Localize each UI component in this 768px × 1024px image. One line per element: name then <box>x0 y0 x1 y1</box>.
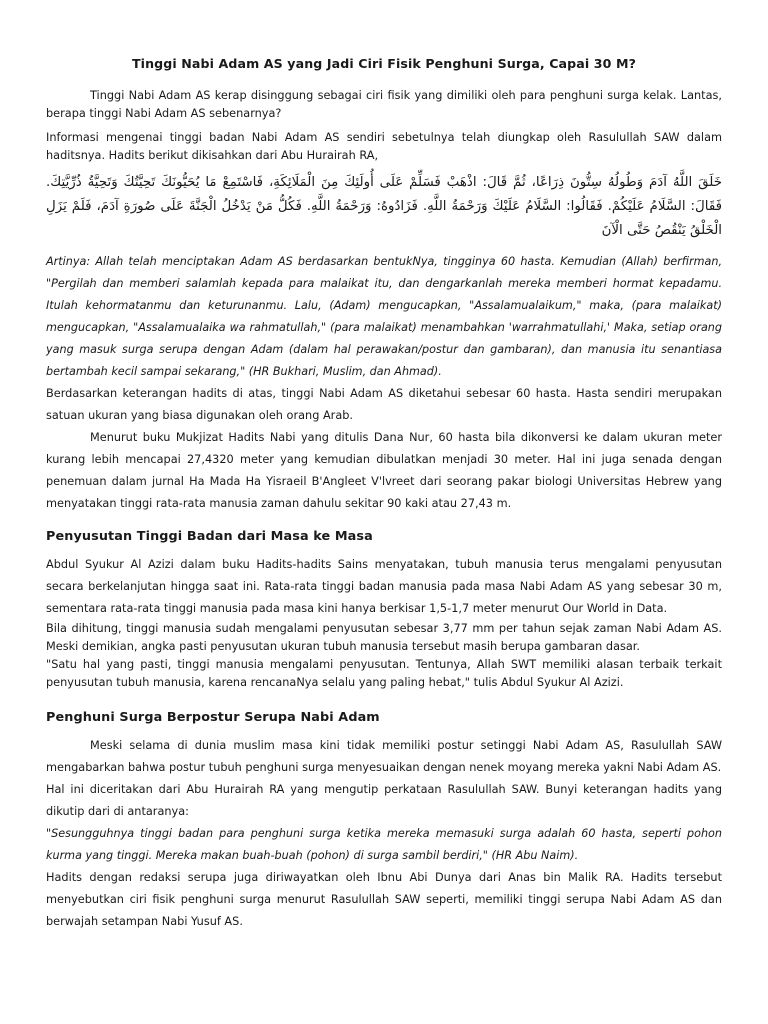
hasta-paragraph: Berdasarkan keterangan hadits di atas, tinggi Nabi Adam AS diketahui sebesar 60 hasta. Hasta sendiri merupakan satuan ukuran yang biasa digunakan oleh orang Arab. <box>46 387 722 422</box>
hadith-quote: "Sesungguhnya tinggi badan para penghuni surga ketika mereka memasuki surga adalah 60 hasta, seperti pohon kurma yang tinggi. Mereka makan buah-buah (pohon) di surga sambil berdiri," (HR Abu Naim). <box>46 827 722 862</box>
hadith-translation: Artinya: Allah telah menciptakan Adam AS berdasarkan bentukNya, tingginya 60 hasta. Kemudian (Allah) berfirman, "Pergilah dan memberi salamlah kepada para malaikat itu, dan dengarkanlah mereka memberi hormat kepadamu. Itulah kehormatanmu dan keturunanmu. Lalu, (Adam) mengucapkan, "Assalamualaikum," maka, (para malaikat) mengucapkan, "Assalamualaika wa rahmatullah," (para malaikat) menambahkan 'warrahmatullahi,' Maka, setiap orang yang masuk surga serupa dengan Adam (dalam hal perawakan/postur dan gambaran), dan manusia itu senantiasa bertambah kecil sampai sekarang," (HR Bukhari, Muslim, dan Ahmad). <box>46 255 722 378</box>
final-paragraph: Hadits dengan redaksi serupa juga diriwayatkan oleh Ibnu Abi Dunya dari Anas bin Malik RA. Hadits tersebut menyebutkan ciri fisik penghuni surga menurut Rasulullah SAW seperti, memiliki tinggi serupa Nabi Adam AS dan berwajah setampan Nabi Yusuf AS. <box>46 871 722 928</box>
article-title: Tinggi Nabi Adam AS yang Jadi Ciri Fisik Penghuni Surga, Capai 30 M? <box>131 56 637 71</box>
azizi-quote-paragraph: "Satu hal yang pasti, tinggi manusia mengalami penyusutan. Tentunya, Allah SWT memiliki alasan terbaik terkait penyusutan tubuh manusia, karena rencanaNya selalu yang paling hebat," tulis Abdul Syukur Al Azizi. <box>46 658 722 689</box>
arabic-hadith-text: خَلَقَ اللَّهُ آدَمَ وَطُولُهُ سِتُّونَ ذِرَاعًا، ثُمَّ قَالَ: اذْهَبْ فَسَلِّمْ عَلَى أُولَئِكَ مِنَ الْمَلَائِكَةِ، فَاسْتَمِعْ مَا يُحَيُّونَكَ تَحِيَّتُكَ وَتَحِيَّةُ ذُرِّيَّتِكَ. فَقَالَ: السَّلَامُ عَلَيْكُمْ. فَقَالُوا: السَّلَامُ عَلَيْكَ وَرَحْمَةُ اللَّهِ. فَزَادُوهُ: وَرَحْمَةُ اللَّهِ. فَكُلُّ مَنْ يَدْخُلُ الْجَنَّةَ عَلَى صُورَةِ آدَمَ، فَلَمْ يَزَلِ الْخَلْقُ يَنْقُصُ حَتَّى الْآنَ <box>46 175 722 238</box>
dihitung-paragraph: Bila dihitung, tinggi manusia sudah mengalami penyusutan sebesar 3,77 mm per tahun sejak zaman Nabi Adam AS. Meski demikian, angka pasti penyusutan ukuran tubuh manusia tersebut masih berupa gambaran dasar. <box>46 622 722 653</box>
azizi-paragraph: Abdul Syukur Al Azizi dalam buku Hadits-hadits Sains menyatakan, tubuh manusia terus mengalami penyusutan secara berkelanjutan hingga saat ini. Rata-rata tinggi badan manusia pada masa Nabi Adam AS yang sebesar 30 m, sementara rata-rata tinggi manusia pada masa kini hanya berkisar 1,5-1,7 meter menurut Our World in Data. <box>46 558 722 615</box>
meski-paragraph: Meski selama di dunia muslim masa kini tidak memiliki postur setinggi Nabi Adam AS, Rasulullah SAW mengabarkan bahwa postur tubuh penghuni surga menyesuaikan dengan nenek moyang mereka yakni Nabi Adam AS. <box>46 739 722 774</box>
section-heading-penyusutan: Penyusutan Tinggi Badan dari Masa ke Masa <box>46 529 373 544</box>
info-paragraph: Informasi mengenai tinggi badan Nabi Adam AS sendiri sebetulnya telah diungkap oleh Rasulullah SAW dalam haditsnya. Hadits berikut dikisahkan dari Abu Hurairah RA, <box>46 131 722 162</box>
diceritakan-paragraph: Hal ini diceritakan dari Abu Hurairah RA yang mengutip perkataan Rasulullah SAW. Bunyi keterangan hadits yang dikutip dari di antaranya: <box>46 783 722 818</box>
intro-paragraph: Tinggi Nabi Adam AS kerap disinggung sebagai ciri fisik yang dimiliki oleh para penghuni surga kelak. Lantas, berapa tinggi Nabi Adam AS sebenarnya? <box>46 89 722 120</box>
mukjizat-paragraph: Menurut buku Mukjizat Hadits Nabi yang ditulis Dana Nur, 60 hasta bila dikonversi ke dalam ukuran meter kurang lebih mencapai 27,4320 meter yang kemudian dibulatkan menjadi 30 meter. Hal ini juga senada dengan penemuan dalam jurnal Ha Mada Ha Yisraeil B'Angleet V'lvreet dari seorang pakar biologi Universitas Hebrew yang menyatakan tinggi rata-rata manusia zaman dahulu sekitar 90 kaki atau 27,43 m. <box>46 431 722 510</box>
section-heading-penghuni-surga: Penghuni Surga Berpostur Serupa Nabi Adam <box>46 710 380 725</box>
